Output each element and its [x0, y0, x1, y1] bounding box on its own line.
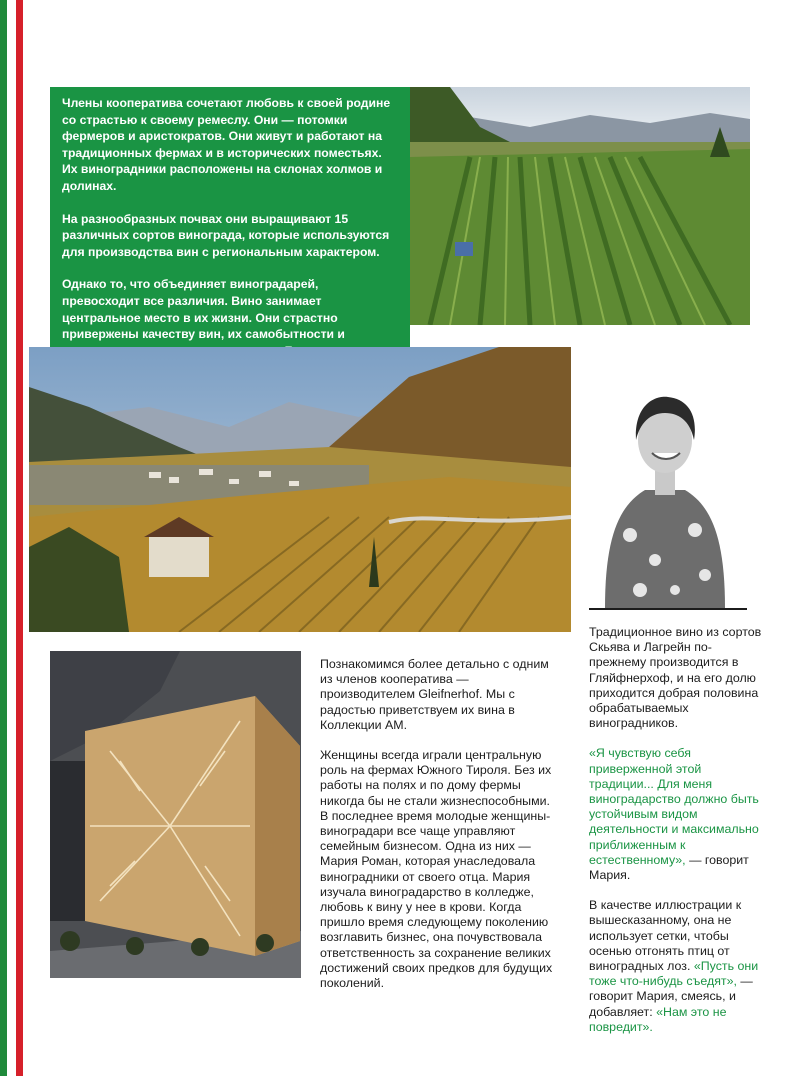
winery-building-photo — [50, 651, 301, 978]
maria-quote: «Нам это не повредит». — [589, 1004, 727, 1034]
maria-quote: «Пусть они тоже что-нибудь съедят», — [589, 959, 759, 989]
flag-stripe-green — [0, 0, 7, 1076]
caption-text: — говорит Мария, смеясь, и добавляет: — [589, 974, 753, 1019]
portrait-divider — [589, 608, 747, 610]
flag-stripe-white — [7, 0, 16, 1076]
caption-paragraph — [589, 898, 764, 1035]
portrait-photo — [600, 385, 730, 608]
article-paragraph: Женщины всегда играли центральную роль на фермах Южного Тироля. Без их работы на полях и по дому фермы никогда бы не стали жизнеспособными. В последнее время молодые женщины-виноградари все чаще управляют семейным бизнесом. Одна из них — Мария Роман, которая унаследовала виноградники от своего отца. Мария изучала виноградарство в колледже, любовь к вину у нее в крови. Когда пришло время следующему поколению возглавить бизнес, она почувствовала ответственность за сохранение великих достижений своих предков для будущих поколений. — [320, 748, 553, 991]
caption-paragraph: Традиционное вино из сортов Скьява и Лагрейн по-прежнему производится в Гляйфнерхоф, и на его долю приходится добрая половина обрабатываемых виноградников. — [589, 625, 762, 731]
intro-paragraph: На разнообразных почвах они выращивают 15 различных сортов винограда, которые используются для производства вин с региональным характером. — [62, 211, 390, 259]
caption-text: В качестве иллюстрации к вышесказанному, она не использует сетки, чтобы осенью отгонять птиц от виноградных лоз. — [589, 898, 742, 974]
vineyard-rows-photo — [410, 87, 750, 325]
caption-paragraph — [589, 746, 764, 883]
maria-quote: «Я чувствую себя приверженной этой традиции... Для меня виноградарство должно быть устойчивым видом деятельности и максимально приближенным к естественному», — [589, 746, 759, 867]
valley-panorama-photo — [29, 347, 571, 632]
portrait-caption — [589, 625, 764, 1050]
intro-paragraph: Однако то, что объединяет виноградарей, превосходит все различия. Вино занимает центральное место в их жизни. Они страстно привержены качеству вин, их самобытности и — [62, 277, 345, 342]
flag-stripe-red — [16, 0, 23, 1076]
intro-paragraph: Члены кооператива сочетают любовь к своей родине со страстью к своему ремеслу. Они — потомки фермеров и аристократов. Они живут и работают на традиционных фермах и в исторических поместьях. Их виноградники расположены на склонах холмов и долинах. — [62, 96, 391, 193]
article-paragraph: Познакомимся более детально с одним из членов кооператива — производителем Gleifnerhof. Мы с радостью приветствуем их вина в Коллекции AM. — [320, 657, 549, 732]
article-text — [320, 657, 560, 1006]
caption-text: — говорит Мария. — [589, 852, 749, 883]
intro-text-box — [50, 87, 410, 377]
